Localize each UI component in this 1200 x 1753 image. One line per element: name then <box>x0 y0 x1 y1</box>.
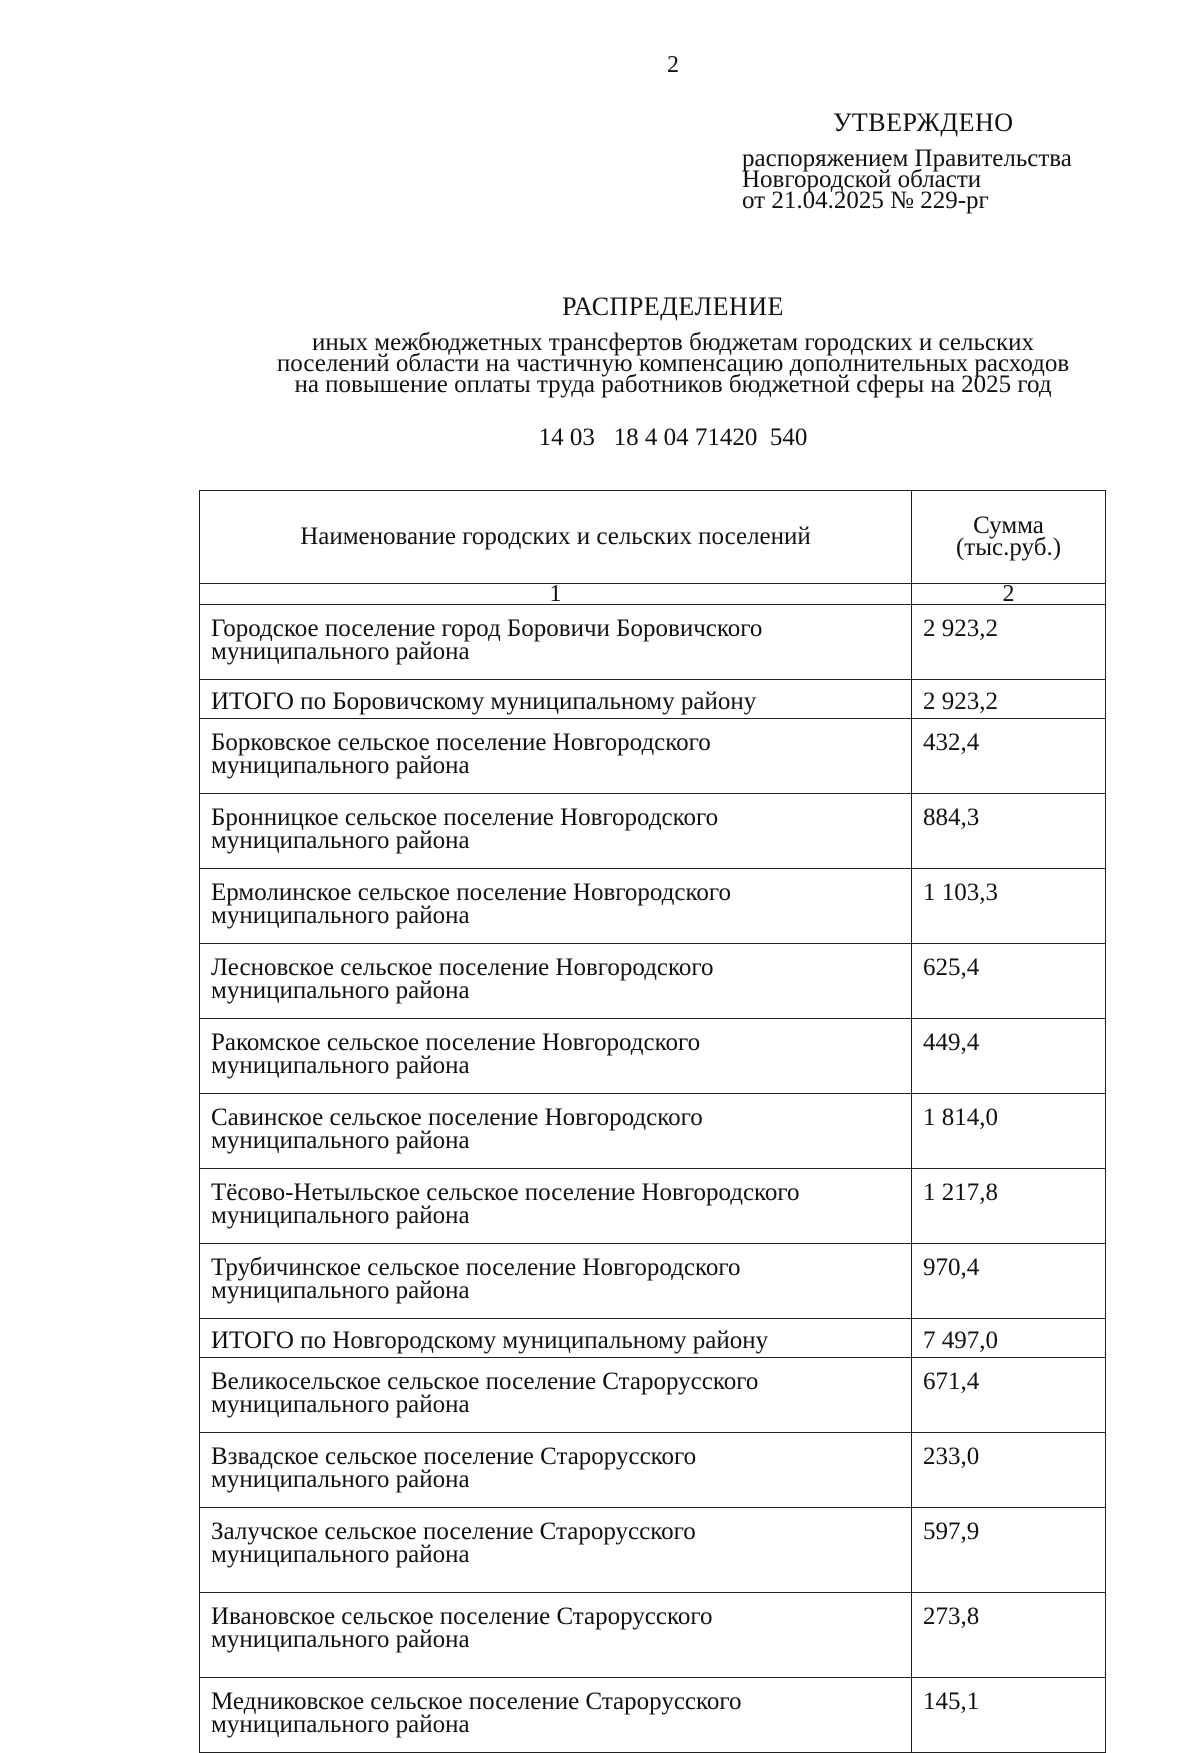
settlement-name-cell <box>200 1019 912 1094</box>
settlement-name-cell <box>200 869 912 944</box>
amount-cell: 273,8 <box>912 1593 1106 1678</box>
settlement-name-line: муниципального района <box>211 638 470 665</box>
settlement-name-line: муниципального района <box>211 1466 470 1493</box>
settlement-name-line: Лесновское сельское поселение Новгородского <box>211 954 714 981</box>
table-row <box>200 1508 1106 1593</box>
settlement-name-line: ИТОГО по Новгородскому муниципальному району <box>211 1327 769 1354</box>
table-row <box>200 1433 1106 1508</box>
table-row <box>200 1019 1106 1094</box>
settlement-name-cell <box>200 1593 912 1678</box>
settlement-name-cell <box>200 1508 912 1593</box>
amount-cell: 449,4 <box>912 1019 1106 1094</box>
table-row <box>200 869 1106 944</box>
table-row <box>200 680 1106 719</box>
approval-block <box>742 145 1072 214</box>
settlement-name-cell <box>200 1169 912 1244</box>
amount-cell: 233,0 <box>912 1433 1106 1508</box>
distribution-table <box>199 490 1106 1753</box>
approval-line: Новгородской области <box>742 166 982 193</box>
table-row <box>200 1169 1106 1244</box>
settlement-name-line: Медниковское сельское поселение Старорусского <box>211 1688 742 1715</box>
settlement-name-cell <box>200 680 912 719</box>
settlement-name-line: муниципального района <box>211 1202 470 1229</box>
approval-line: распоряжением Правительства <box>742 145 1072 172</box>
approval-line: от 21.04.2025 № 229-рг <box>742 187 989 214</box>
header-sum-label: Сумма <box>973 512 1044 539</box>
settlement-name-line: Борковское сельское поселение Новгородского <box>211 729 711 756</box>
settlement-name-line: Великосельское сельское поселение Старорусского <box>211 1368 759 1395</box>
settlement-name-line: Ермолинское сельское поселение Новгородского <box>211 879 732 906</box>
settlement-name-line: Тёсово-Нетыльское сельское поселение Новгородского <box>211 1179 800 1206</box>
settlement-name-cell <box>200 1094 912 1169</box>
settlement-name-line: муниципального района <box>211 1127 470 1154</box>
settlement-name-cell <box>200 719 912 794</box>
settlement-name-cell <box>200 1244 912 1319</box>
settlement-name-line: муниципального района <box>211 977 470 1004</box>
document-title: РАСПРЕДЕЛЕНИЕ <box>562 292 784 321</box>
column-number-2: 2 <box>912 584 1106 605</box>
table-row <box>200 1593 1106 1678</box>
header-sum-cell <box>912 491 1106 584</box>
amount-cell: 2 923,2 <box>912 605 1106 680</box>
amount-cell: 884,3 <box>912 794 1106 869</box>
document-subtitle <box>205 329 1141 398</box>
settlement-name-line: муниципального района <box>211 1277 470 1304</box>
amount-cell: 625,4 <box>912 944 1106 1019</box>
amount-cell: 145,1 <box>912 1678 1106 1753</box>
table-row <box>200 1678 1106 1753</box>
settlement-name-line: Бронницкое сельское поселение Новгородского <box>211 804 719 831</box>
settlement-name-line: ИТОГО по Боровичскому муниципальному району <box>211 688 757 715</box>
settlement-name-line: муниципального района <box>211 1626 470 1653</box>
table-row <box>200 605 1106 680</box>
settlement-name-line: Городское поселение город Боровичи Боровичского <box>211 615 763 642</box>
table-row <box>200 794 1106 869</box>
amount-cell: 970,4 <box>912 1244 1106 1319</box>
settlement-name-cell <box>200 944 912 1019</box>
settlement-name-line: Взвадское сельское поселение Старорусского <box>211 1443 697 1470</box>
settlement-name-cell <box>200 1319 912 1358</box>
settlement-name-cell <box>200 1678 912 1753</box>
amount-cell: 7 497,0 <box>912 1319 1106 1358</box>
settlement-name-line: Залучское сельское поселение Старорусского <box>211 1518 696 1545</box>
table-row <box>200 944 1106 1019</box>
table-row <box>200 1358 1106 1433</box>
settlement-name-line: муниципального района <box>211 1711 470 1738</box>
amount-cell: 1 217,8 <box>912 1169 1106 1244</box>
settlement-name-line: муниципального района <box>211 1391 470 1418</box>
amount-cell: 1 814,0 <box>912 1094 1106 1169</box>
table-header-row <box>200 491 1106 584</box>
amount-cell: 432,4 <box>912 719 1106 794</box>
amount-cell: 2 923,2 <box>912 680 1106 719</box>
settlement-name-line: муниципального района <box>211 752 470 779</box>
amount-cell: 597,9 <box>912 1508 1106 1593</box>
settlement-name-cell <box>200 605 912 680</box>
subtitle-line: иных межбюджетных трансфертов бюджетам городских и сельских <box>311 329 1035 356</box>
settlement-name-line: муниципального района <box>211 827 470 854</box>
column-number-1: 1 <box>200 584 912 605</box>
approval-title: УТВЕРЖДЕНО <box>833 108 1014 137</box>
table-row <box>200 719 1106 794</box>
settlement-name-line: Савинское сельское поселение Новгородского <box>211 1104 703 1131</box>
amount-cell: 1 103,3 <box>912 869 1106 944</box>
settlement-name-line: Ивановское сельское поселение Старорусского <box>211 1603 713 1630</box>
settlement-name-line: Ракомское сельское поселение Новгородского <box>211 1029 701 1056</box>
settlement-name-line: муниципального района <box>211 1541 470 1568</box>
settlement-name-line: муниципального района <box>211 1052 470 1079</box>
header-name-cell: Наименование городских и сельских поселений <box>200 491 912 584</box>
page-number: 2 <box>667 52 679 78</box>
table-row <box>200 1094 1106 1169</box>
subtitle-line: поселений области на частичную компенсацию дополнительных расходов <box>276 350 1070 377</box>
settlement-name-cell <box>200 1433 912 1508</box>
header-sum-unit: (тыс.руб.) <box>955 534 1062 561</box>
table-row <box>200 1319 1106 1358</box>
amount-cell: 671,4 <box>912 1358 1106 1433</box>
budget-classification-code: 14 03 18 4 04 71420 540 <box>538 424 808 451</box>
settlement-name-line: Трубичинское сельское поселение Новгородского <box>211 1254 741 1281</box>
settlement-name-cell <box>200 1358 912 1433</box>
settlement-name-line: муниципального района <box>211 902 470 929</box>
table-row <box>200 1244 1106 1319</box>
column-number-row <box>200 584 1106 605</box>
subtitle-line: на повышение оплаты труда работников бюджетной сферы на 2025 год <box>294 371 1052 398</box>
settlement-name-cell <box>200 794 912 869</box>
